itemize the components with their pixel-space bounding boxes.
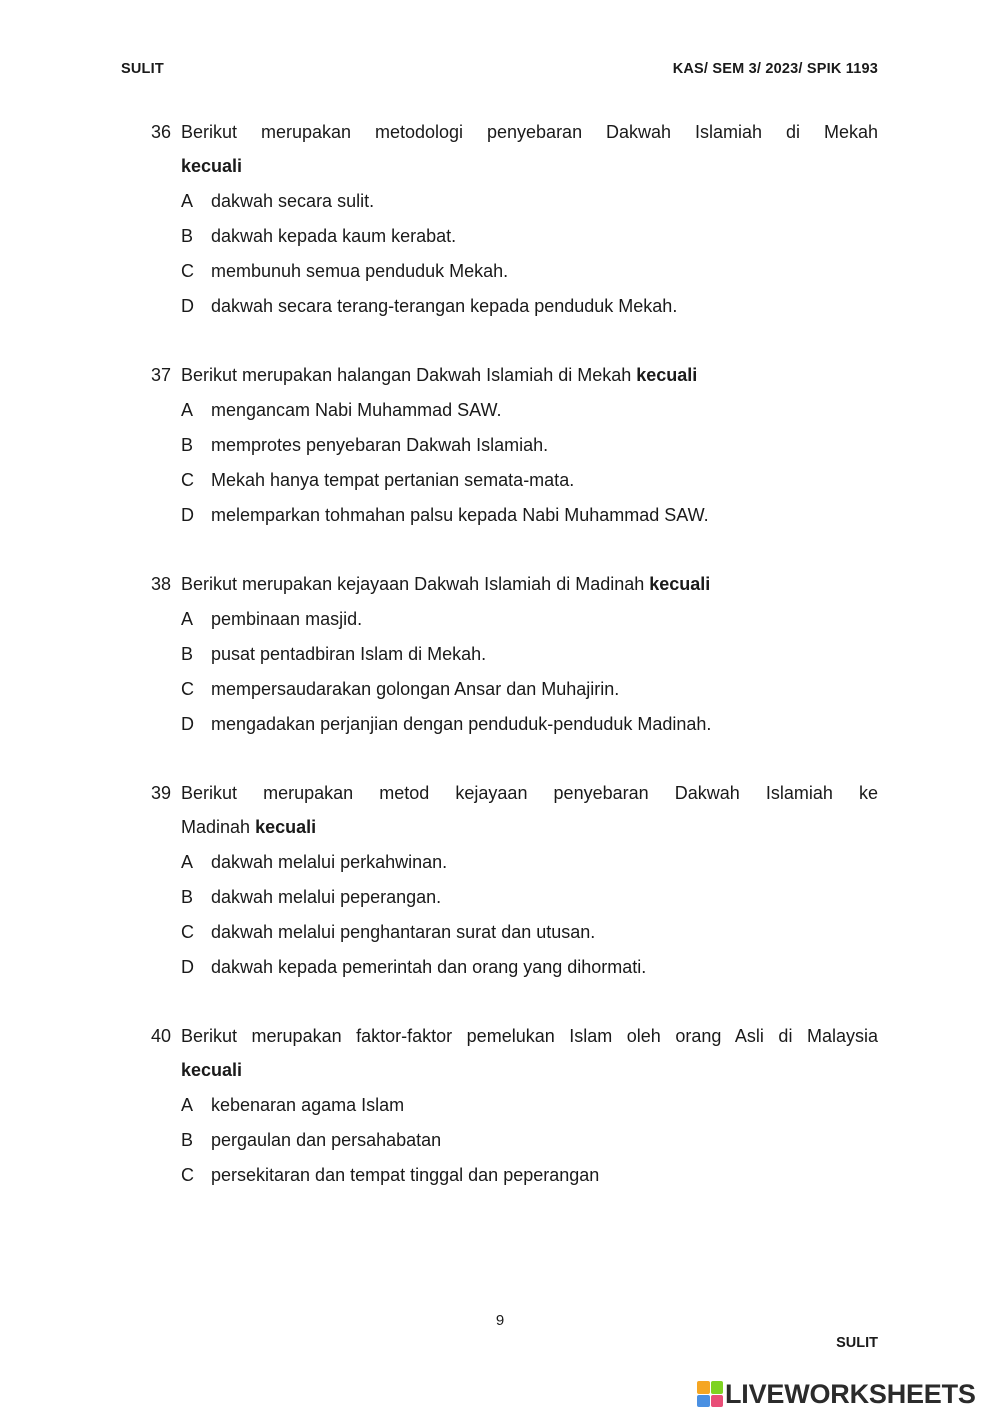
option-text: mengadakan perjanjian dengan penduduk-penduduk Madinah. xyxy=(211,714,712,734)
option-a[interactable] xyxy=(181,184,878,219)
question-keyword: kecuali xyxy=(649,574,711,594)
question-number: 39 xyxy=(151,783,172,803)
option-text: dakwah melalui penghantaran surat dan utusan. xyxy=(211,922,596,942)
question-keyword: kecuali xyxy=(181,1060,243,1080)
option-list xyxy=(151,1088,878,1193)
option-c[interactable] xyxy=(181,463,878,498)
option-text: pergaulan dan persahabatan xyxy=(211,1130,442,1150)
option-a[interactable] xyxy=(181,602,878,637)
footer-classification: SULIT xyxy=(836,1335,878,1351)
option-letter: B xyxy=(181,644,194,664)
option-letter: A xyxy=(181,191,194,211)
header-document-code: KAS/ SEM 3/ 2023/ SPIK 1193 xyxy=(672,61,878,77)
question-text: Berikut merupakan halangan Dakwah Islamiah di Mekah kecuali xyxy=(181,365,698,385)
question-39 xyxy=(151,776,878,985)
option-text: mempersaudarakan golongan Ansar dan Muhajirin. xyxy=(211,679,620,699)
question-36 xyxy=(151,115,878,324)
option-d[interactable] xyxy=(181,950,878,985)
option-c[interactable] xyxy=(181,1158,878,1193)
question-number: 36 xyxy=(151,122,172,142)
page-number: 9 xyxy=(495,1312,505,1329)
option-list xyxy=(151,845,878,985)
question-38 xyxy=(151,567,878,742)
liveworksheets-logo[interactable] xyxy=(697,1378,976,1410)
option-letter: A xyxy=(181,400,194,420)
option-text: pembinaan masjid. xyxy=(211,609,363,629)
option-text: dakwah secara terang-terangan kepada penduduk Mekah. xyxy=(211,296,678,316)
option-text: memprotes penyebaran Dakwah Islamiah. xyxy=(211,435,549,455)
option-list xyxy=(151,184,878,324)
question-number: 38 xyxy=(151,574,172,594)
option-letter: A xyxy=(181,852,194,872)
brand-wordmark: LIVEWORKSHEETS xyxy=(725,1378,976,1409)
option-text: pusat pentadbiran Islam di Mekah. xyxy=(211,644,487,664)
option-c[interactable] xyxy=(181,254,878,289)
option-letter: C xyxy=(181,922,194,942)
option-d[interactable] xyxy=(181,289,878,324)
option-letter: C xyxy=(181,1165,194,1185)
question-number: 37 xyxy=(151,365,172,385)
option-letter: B xyxy=(181,226,194,246)
option-letter: B xyxy=(181,887,194,907)
option-list xyxy=(151,393,878,533)
question-text-continued: Madinah xyxy=(181,817,251,837)
option-text: dakwah kepada pemerintah dan orang yang dihormati. xyxy=(211,957,647,977)
option-letter: D xyxy=(181,296,194,316)
question-text: Berikut merupakan kejayaan Dakwah Islamiah di Madinah kecuali xyxy=(181,574,711,594)
question-37 xyxy=(151,358,878,533)
option-text: melemparkan tohmahan palsu kepada Nabi Muhammad SAW. xyxy=(211,505,709,525)
option-a[interactable] xyxy=(181,1088,878,1123)
option-b[interactable] xyxy=(181,637,878,672)
header-classification: SULIT xyxy=(121,61,164,77)
option-a[interactable] xyxy=(181,845,878,880)
option-a[interactable] xyxy=(181,393,878,428)
option-text: Mekah hanya tempat pertanian semata-mata. xyxy=(211,470,575,490)
option-b[interactable] xyxy=(181,1123,878,1158)
option-text: dakwah kepada kaum kerabat. xyxy=(211,226,457,246)
option-letter: C xyxy=(181,679,194,699)
question-40 xyxy=(151,1019,878,1193)
option-text: dakwah melalui perkahwinan. xyxy=(211,852,448,872)
option-d[interactable] xyxy=(181,707,878,742)
option-c[interactable] xyxy=(181,672,878,707)
option-text: dakwah secara sulit. xyxy=(211,191,375,211)
option-letter: A xyxy=(181,609,194,629)
option-text: mengancam Nabi Muhammad SAW. xyxy=(211,400,502,420)
question-keyword: kecuali xyxy=(636,365,698,385)
option-letter: C xyxy=(181,261,194,281)
option-text: persekitaran dan tempat tinggal dan peperangan xyxy=(211,1165,600,1185)
question-text: Berikut merupakan metodologi penyebaran Dakwah Islamiah di Mekah xyxy=(181,122,878,142)
option-d[interactable] xyxy=(181,498,878,533)
question-text: Berikut merupakan faktor-faktor pemelukan Islam oleh orang Asli di Malaysia xyxy=(181,1026,878,1046)
option-b[interactable] xyxy=(181,880,878,915)
liveworksheets-icon xyxy=(697,1381,723,1407)
option-letter: D xyxy=(181,714,194,734)
option-list xyxy=(151,602,878,742)
option-text: dakwah melalui peperangan. xyxy=(211,887,442,907)
option-b[interactable] xyxy=(181,428,878,463)
option-text: membunuh semua penduduk Mekah. xyxy=(211,261,509,281)
question-number: 40 xyxy=(151,1026,172,1046)
option-letter: D xyxy=(181,505,194,525)
option-letter: A xyxy=(181,1095,194,1115)
option-text: kebenaran agama Islam xyxy=(211,1095,405,1115)
question-keyword: kecuali xyxy=(255,817,317,837)
option-letter: C xyxy=(181,470,194,490)
option-letter: B xyxy=(181,1130,194,1150)
option-c[interactable] xyxy=(181,915,878,950)
question-keyword: kecuali xyxy=(181,156,243,176)
option-letter: D xyxy=(181,957,194,977)
option-letter: B xyxy=(181,435,194,455)
option-b[interactable] xyxy=(181,219,878,254)
question-text: Berikut merupakan metod kejayaan penyebaran Dakwah Islamiah ke xyxy=(181,783,878,803)
